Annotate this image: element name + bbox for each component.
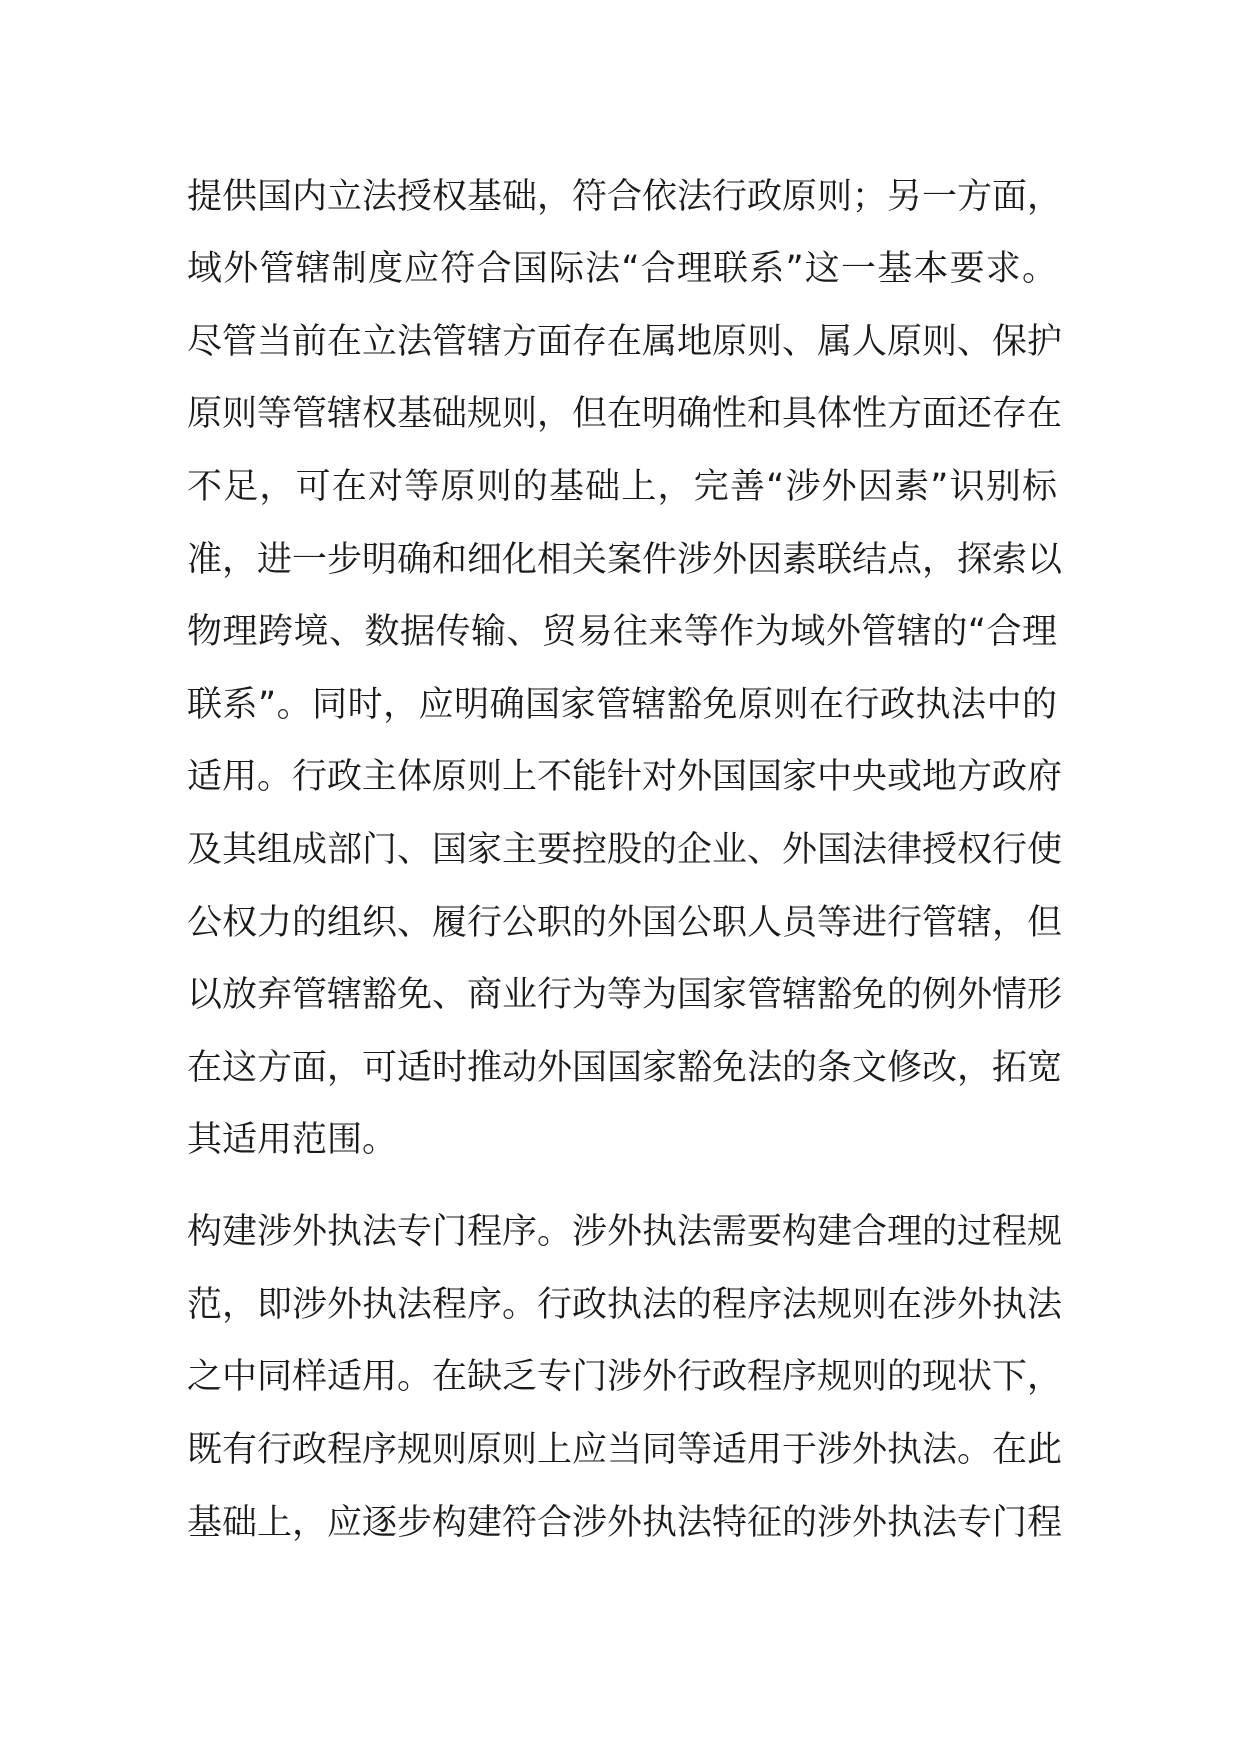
text-line: 准，进一步明确和细化相关案件涉外因素联结点，探索以 bbox=[187, 540, 1063, 580]
text-line: 以放弃管辖豁免、商业行为等为国家管辖豁免的例外情形 bbox=[187, 975, 1063, 1015]
text-line: 及其组成部门、国家主要控股的企业、外国法律授权行使 bbox=[187, 830, 1063, 870]
text-line: 域外管辖制度应符合国际法“合理联系”这一基本要求。 bbox=[187, 249, 1057, 289]
text-line: 在这方面，可适时推动外国国家豁免法的条文修改，拓宽 bbox=[187, 1048, 1063, 1088]
text-line: 基础上，应逐步构建符合涉外执法特征的涉外执法专门程 bbox=[187, 1503, 1063, 1543]
text-line: 提供国内立法授权基础，符合依法行政原则；另一方面， bbox=[187, 177, 1063, 217]
text-line: 范，即涉外执法程序。行政执法的程序法规则在涉外执法 bbox=[187, 1285, 1063, 1325]
text-line: 物理跨境、数据传输、贸易往来等作为域外管辖的“合理 bbox=[187, 612, 1057, 652]
text-line: 尽管当前在立法管辖方面存在属地原则、属人原则、保护 bbox=[187, 322, 1063, 362]
text-line: 适用。行政主体原则上不能针对外国国家中央或地方政府 bbox=[187, 757, 1063, 797]
text-line: 原则等管辖权基础规则，但在明确性和具体性方面还存在 bbox=[187, 394, 1063, 434]
text-line: 其适用范围。 bbox=[187, 1120, 398, 1160]
text-line: 公权力的组织、履行公职的外国公职人员等进行管辖，但 bbox=[187, 903, 1063, 943]
text-line: 既有行政程序规则原则上应当同等适用于涉外执法。在此 bbox=[187, 1430, 1063, 1470]
text-line: 联系”。同时，应明确国家管辖豁免原则在行政执法中的 bbox=[187, 685, 1057, 725]
text-line: 之中同样适用。在缺乏专门涉外行政程序规则的现状下， bbox=[187, 1357, 1063, 1397]
text-line: 不足，可在对等原则的基础上，完善“涉外因素”识别标 bbox=[187, 467, 1057, 507]
text-line: 构建涉外执法专门程序。涉外执法需要构建合理的过程规 bbox=[187, 1212, 1063, 1252]
